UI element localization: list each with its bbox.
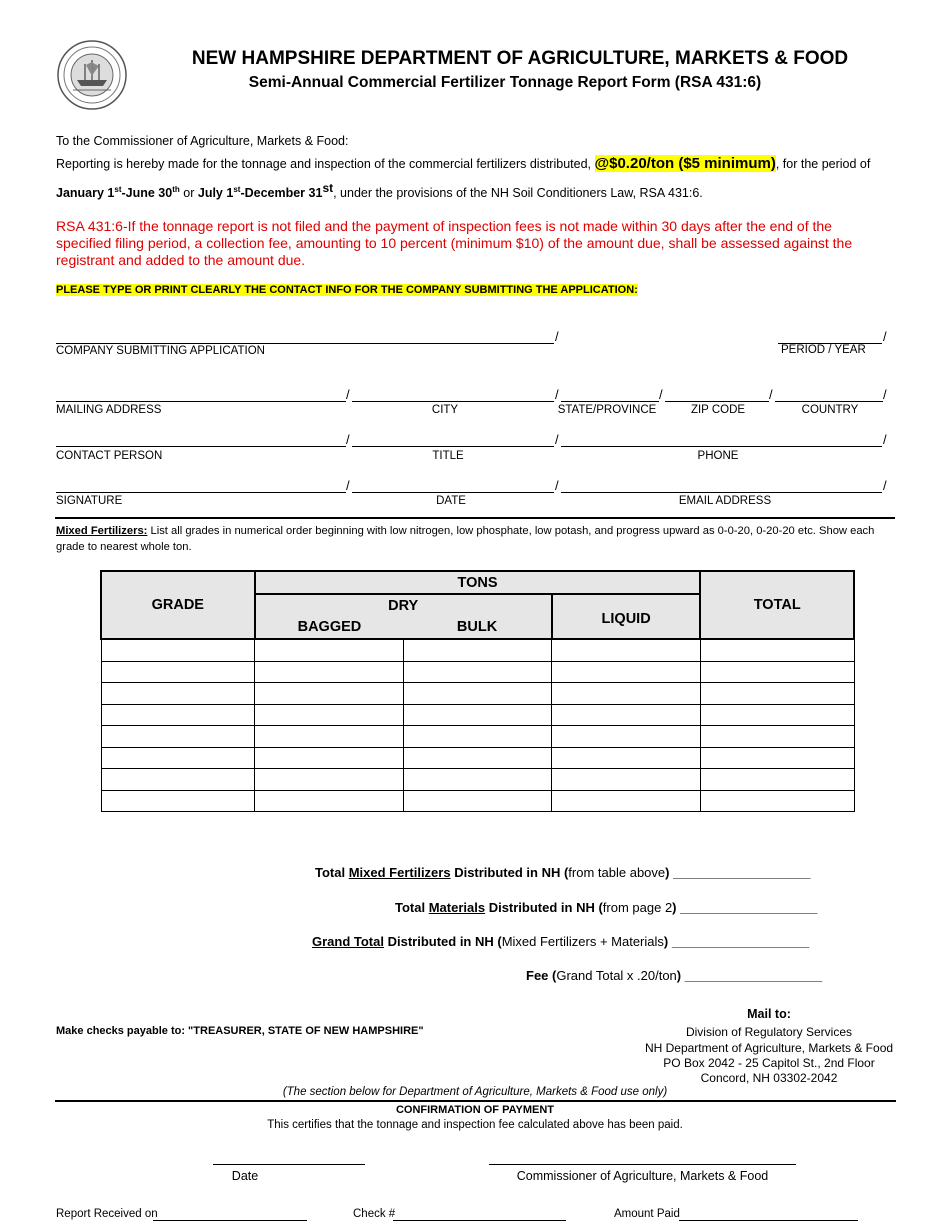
phone-input[interactable] [561,446,882,447]
bulk-cell[interactable] [403,790,552,812]
country-input[interactable] [775,401,883,402]
confirmation-heading: CONFIRMATION OF PAYMENT [395,1104,555,1116]
city-input[interactable] [352,401,554,402]
total-cell[interactable] [700,769,854,791]
mailing-address-input[interactable] [56,401,346,402]
bulk-header: BULK [403,616,552,639]
total-cell[interactable] [700,747,854,769]
late-fee-warning: RSA 431:6-If the tonnage report is not filed and the payment of inspection fees is not made within 30 days after the end of the specified filing period, a collection fee, amounting to 10 percent (minimum $10) of the amount due, shall be assessed against the registrant and added to the amount due. [56,218,853,268]
bagged-header: BAGGED [255,616,404,639]
bulk-cell[interactable] [403,639,552,661]
bulk-cell[interactable] [403,726,552,748]
total-cell[interactable] [700,683,854,705]
total-cell[interactable] [700,790,854,812]
email-label: EMAIL ADDRESS [678,495,772,507]
total-materials-line[interactable]: Total Materials Distributed in NH (from page 2) ___________________ [395,900,818,915]
page-subtitle: Semi-Annual Commercial Fertilizer Tonnage Report Form (RSA 431:6) [248,74,762,91]
certification-text: This certifies that the tonnage and inspection fee calculated above has been paid. [267,1119,683,1131]
checks-payable: Make checks payable to: "TREASURER, STATE OF NEW HAMPSHIRE" [56,1025,424,1037]
zip-label: ZIP CODE [690,404,746,416]
liquid-cell[interactable] [552,639,701,661]
grade-cell[interactable] [101,790,255,812]
period-year-label: PERIOD / YEAR [781,344,866,356]
bagged-cell[interactable] [255,790,404,812]
total-mixed-line[interactable]: Total Mixed Fertilizers Distributed in NH (from table above) ___________________ [315,865,811,880]
grand-total-line[interactable]: Grand Total Distributed in NH (Mixed Fertilizers + Materials) ___________________ [312,934,810,949]
bagged-cell[interactable] [255,683,404,705]
liquid-cell[interactable] [552,726,701,748]
bagged-cell[interactable] [255,726,404,748]
dry-header: DRY [255,594,552,616]
liquid-cell[interactable] [552,769,701,791]
liquid-cell[interactable] [552,661,701,683]
intro-paragraph: Reporting is hereby made for the tonnage and inspection of the commercial fertilizers distributed, @$0.20/ton ($5 minimum), for the period of January 1st-June 30th or July 1st-December 31st, under the provisions of the NH Soil Conditioners Law, RSA 431:6. [56,155,871,201]
contact-instruction: PLEASE TYPE OR PRINT CLEARLY THE CONTACT INFO FOR THE COMPANY SUBMITTING THE APPLICATION: [56,284,638,296]
confirm-date-label: Date [231,1169,259,1183]
page-title: NEW HAMPSHIRE DEPARTMENT OF AGRICULTURE, MARKETS & FOOD [191,48,849,69]
date-input[interactable] [352,492,554,493]
mixed-fertilizers-instructions: Mixed Fertilizers: List all grades in numerical order beginning with low nitrogen, low phosphate, low potash, and progress upward as 0-0-20, 0-20-20 etc. Show each grade to nearest whole ton. [56,525,875,553]
signature-input[interactable] [56,492,346,493]
fee-highlight: @$0.20/ton ($5 minimum) [594,155,776,172]
report-received-label: Report Received on [56,1208,158,1220]
bulk-cell[interactable] [403,704,552,726]
table-row [101,790,854,812]
liquid-cell[interactable] [552,747,701,769]
total-cell[interactable] [700,704,854,726]
total-header: TOTAL [700,571,854,639]
title-label: TITLE [432,450,464,462]
total-cell[interactable] [700,726,854,748]
tonnage-table [100,570,855,812]
liquid-cell[interactable] [552,704,701,726]
fee-line[interactable]: Fee (Grand Total x .20/ton) ___________________ [526,968,823,983]
bulk-cell[interactable] [403,747,552,769]
bulk-cell[interactable] [403,769,552,791]
liquid-cell[interactable] [552,683,701,705]
mailing-address-label: MAILING ADDRESS [56,404,162,416]
liquid-cell[interactable] [552,790,701,812]
report-received-input[interactable] [153,1220,307,1221]
amount-paid-input[interactable] [679,1220,858,1221]
table-row [101,726,854,748]
liquid-header: LIQUID [552,594,701,639]
grade-cell[interactable] [101,683,255,705]
state-label: STATE/PROVINCE [557,404,657,416]
mail-to-block: Mail to: Division of Regulatory Services NH Department of Agriculture, Markets & Food PO Box 2042 - 25 Capitol St., 2nd Floor Concord, NH 03302-2042 [644,1007,894,1086]
amount-paid-label: Amount Paid [614,1208,680,1220]
table-row [101,661,854,683]
email-input[interactable] [561,492,882,493]
total-cell[interactable] [700,639,854,661]
table-row [101,769,854,791]
table-row [101,683,854,705]
total-cell[interactable] [700,661,854,683]
grade-cell[interactable] [101,726,255,748]
section-divider [55,517,895,519]
bagged-cell[interactable] [255,704,404,726]
zip-input[interactable] [665,401,769,402]
phone-label: PHONE [697,450,739,462]
contact-label: CONTACT PERSON [56,450,163,462]
company-input[interactable] [56,343,554,344]
commissioner-label: Commissioner of Agriculture, Markets & Food [516,1169,769,1183]
office-use-note: (The section below for Department of Agriculture, Markets & Food use only) [282,1086,668,1098]
state-seal-icon [57,40,127,110]
grade-cell[interactable] [101,769,255,791]
grade-cell[interactable] [101,661,255,683]
company-label: COMPANY SUBMITTING APPLICATION [56,345,265,357]
check-number-label: Check # [353,1208,396,1220]
grade-cell[interactable] [101,747,255,769]
bulk-cell[interactable] [403,683,552,705]
check-number-input[interactable] [393,1220,566,1221]
signature-label: SIGNATURE [56,495,123,507]
state-input[interactable] [561,401,659,402]
bagged-cell[interactable] [255,769,404,791]
date-label: DATE [436,495,466,507]
grade-cell[interactable] [101,704,255,726]
bagged-cell[interactable] [255,661,404,683]
table-row [101,639,854,661]
commissioner-signature-input[interactable] [489,1164,796,1165]
tons-header: TONS [255,571,701,594]
bagged-cell[interactable] [255,639,404,661]
confirm-date-input[interactable] [213,1164,365,1165]
bulk-cell[interactable] [403,661,552,683]
bagged-cell[interactable] [255,747,404,769]
title-input[interactable] [352,446,554,447]
contact-input[interactable] [56,446,346,447]
table-row [101,747,854,769]
greeting: To the Commissioner of Agriculture, Markets & Food: [56,134,349,148]
table-row [101,704,854,726]
city-label: CITY [431,404,459,416]
grade-header: GRADE [101,571,255,639]
country-label: COUNTRY [801,404,859,416]
grade-cell[interactable] [101,639,255,661]
office-divider [55,1100,896,1102]
